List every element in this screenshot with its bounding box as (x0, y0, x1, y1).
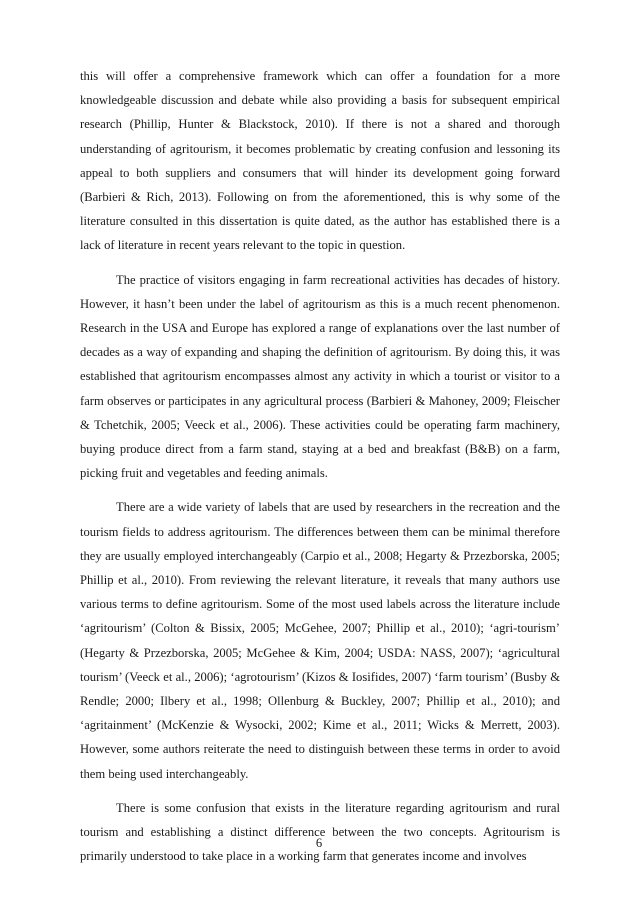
body-text (80, 64, 560, 879)
paragraph-continuation: this will offer a comprehensive framework which can offer a foundation for a more knowledgeable discussion and debate while also providing a basis for subsequent empirical research (Phillip, Hunter & Blackstock, 2010). If there is not a shared and thorough understanding of agritourism, it becomes problematic by creating confusion and lessoning its appeal to both suppliers and consumers that will hinder its development going forward (Barbieri & Rich, 2013). Following on from the aforementioned, this is why some of the literature consulted in this dissertation is quite dated, as the author has established there is a lack of literature in recent years relevant to the topic in question. (80, 69, 560, 253)
paragraph-agritourism-labels: There are a wide variety of labels that are used by researchers in the recreation and the tourism fields to address agritourism. The differences between them can be minimal therefore they are usually employed interchangeably (Carpio et al., 2008; Hegarty & Przezborska, 2005; Phillip et al., 2010). From reviewing the relevant literature, it reveals that many authors use various terms to define agritourism. Some of the most used labels across the literature include ‘agritourism’ (Colton & Bissix, 2005; McGehee, 2007; Phillip et al., 2010); ‘agri-tourism’ (Hegarty & Przezborska, 2005; McGehee & Kim, 2004; USDA: NASS, 2007); ‘agricultural tourism’ (Veeck et al., 2006); ‘agrotourism’ (Kizos & Iosifides, 2007) ‘farm tourism’ (Busby & Rendle; 2000; Ilbery et al., 1998; Ollenburg & Buckley, 2007; Phillip et al., 2010); and ‘agritainment’ (McKenzie & Wysocki, 2002; Kime et al., 2011; Wicks & Merrett, 2003). However, some authors reiterate the need to distinguish between these terms in order to avoid them being used interchangeably. (80, 500, 560, 781)
paragraph-farm-recreation-history: The practice of visitors engaging in farm recreational activities has decades of history. However, it hasn’t been under the label of agritourism as this is a much recent phenomenon. Research in the USA and Europe has explored a range of explanations over the last number of decades as a way of expanding and shaping the definition of agritourism. By doing this, it was established that agritourism encompasses almost any activity in which a tourist or visitor to a farm observes or participates in any agricultural process (Barbieri & Mahoney, 2009; Fleischer & Tchetchik, 2005; Veeck et al., 2006). These activities could be operating farm machinery, buying produce direct from a farm stand, staying at a bed and breakfast (B&B) on a farm, picking fruit and vegetables and feeding animals. (80, 272, 560, 481)
paragraph-rural-tourism-confusion: There is some confusion that exists in the literature regarding agritourism and rural tourism and establishing a distinct difference between the two concepts. Agritourism is primarily understood to take place in a working farm that generates income and involves (80, 800, 560, 864)
page-number: 6 (315, 836, 323, 850)
